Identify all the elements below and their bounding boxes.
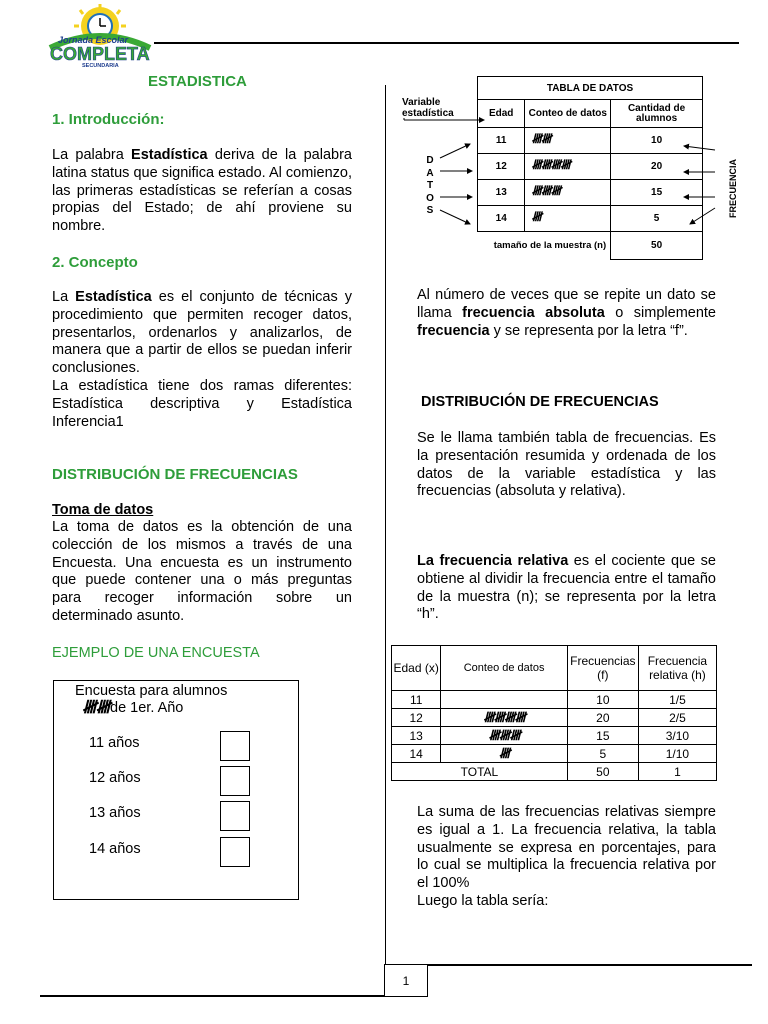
data-table-conteo: 𝍸 (525, 206, 611, 232)
freq-table-header-f: Frecuencias (f) (567, 646, 638, 691)
freq-text-a: Al número de veces que se repite un dato se llama (417, 287, 716, 321)
datos-vertical-label (424, 155, 436, 218)
rel-text-b: es el cociente que se obtiene al dividir la frecuencia entre el tamaño de la muestra (n); se representa por la letra “h”. (417, 553, 716, 623)
freq-table-f: 20 (567, 709, 638, 727)
concept-text-b: Estadística (75, 289, 152, 305)
freq-table-x: 11 (392, 691, 441, 709)
toma-heading: Toma de datos (52, 502, 154, 518)
survey-title: Encuesta para alumnos (75, 683, 228, 699)
freq-table-header-x: Edad (x) (392, 646, 441, 691)
example-heading: EJEMPLO DE UNA ENCUESTA (52, 645, 260, 661)
distribution-heading-left: DISTRIBUCIÓN DE FRECUENCIAS (52, 466, 298, 483)
logo-text-top: Jornada Escolar (58, 35, 129, 45)
datos-letter: D (426, 155, 434, 166)
freq-table-h: 2/5 (638, 709, 716, 727)
logo-text-sub: SECUNDARIA (82, 63, 119, 69)
frecuencia-vertical-label: FRECUENCIA (728, 158, 738, 218)
freq-table-h: 1/5 (638, 691, 716, 709)
distribution-heading-right: DISTRIBUCIÓN DE FRECUENCIAS (421, 394, 659, 410)
data-table-header-edad: Edad (478, 100, 525, 128)
data-table-conteo: 𝍸𝍸𝍸𝍸 (525, 154, 611, 180)
school-logo (44, 4, 156, 70)
data-table (477, 76, 703, 260)
freq-text-e: y se representa por la letra “f”. (489, 322, 688, 339)
sample-size-value: 50 (611, 232, 703, 260)
datos-letter: O (426, 192, 434, 204)
survey-subtitle: de 1er. Año (110, 700, 184, 716)
page-number: 1 (402, 974, 410, 988)
survey-checkbox-12[interactable] (220, 766, 250, 796)
variable-label: Variable estadística (402, 97, 454, 119)
freq-table-h: 3/10 (638, 727, 716, 745)
freq-text-b: frecuencia absoluta (462, 304, 605, 321)
distribution-paragraph: Se le llama también tabla de frecuencias. Es la presentación resumida y ordenada de los datos de la variable estadística y las frecuencias (absoluta y relativa). (417, 430, 716, 500)
intro-heading: 1. Introducción: (52, 111, 165, 128)
footer-rule-left (40, 995, 384, 997)
survey-option-11: 11 años (89, 735, 140, 751)
freq-text-c: o simplemente (604, 304, 717, 321)
datos-letter: S (426, 205, 434, 216)
data-table-cantidad: 15 (611, 180, 703, 206)
data-table-edad: 12 (478, 154, 525, 180)
page-title: ESTADISTICA (148, 73, 247, 90)
survey-checkbox-13[interactable] (220, 801, 250, 831)
freq-table-f: 10 (567, 691, 638, 709)
page-number-box (384, 964, 428, 997)
freq-table-x: 13 (392, 727, 441, 745)
datos-letter: T (426, 180, 434, 191)
data-table-cantidad: 5 (611, 206, 703, 232)
freq-table-conteo: 𝍸 (441, 745, 568, 763)
rel-text-a: La frecuencia relativa (417, 553, 569, 569)
freq-text-d: frecuencia (417, 322, 490, 339)
freq-table-total-f: 50 (567, 763, 638, 781)
freq-table-x: 12 (392, 709, 441, 727)
freq-table-header-h: Frecuencia relativa (h) (638, 646, 716, 691)
survey-option-14: 14 años (89, 841, 141, 857)
intro-text-c: deriva de la palabra latina status que significa estado. Al comienzo, las primeras estadísticas se referían a cosas propias del Estado; de ahí proviene su nombre. (52, 147, 352, 235)
frequency-table (391, 645, 717, 781)
freq-table-h: 1/10 (638, 745, 716, 763)
column-divider (385, 85, 386, 965)
intro-text-a: La palabra (52, 147, 132, 163)
survey-box (53, 680, 299, 900)
data-table-header-cantidad: Cantidad de alumnos (611, 100, 703, 128)
freq-table-f: 5 (567, 745, 638, 763)
concept-text-a: La (52, 289, 76, 305)
survey-tally-marks: 𝍸𝍸 (82, 697, 110, 718)
intro-text-b: Estadística (131, 147, 208, 163)
survey-checkbox-14[interactable] (220, 837, 250, 867)
freq-table-total-h: 1 (638, 763, 716, 781)
data-table-cantidad: 10 (611, 128, 703, 154)
data-table-edad: 14 (478, 206, 525, 232)
concept-paragraph (52, 289, 352, 378)
data-table-edad: 13 (478, 180, 525, 206)
survey-option-12: 12 años (89, 770, 141, 786)
freq-table-conteo (441, 691, 568, 709)
concept-heading: 2. Concepto (52, 254, 138, 271)
toma-paragraph: La toma de datos es la obtención de una colección de los mismos a través de una Encuesta. Una encuesta es un instrumento que puede contener una o más preguntas para recoger información sobre un determinado asunto. (52, 519, 352, 624)
data-table-edad: 11 (478, 128, 525, 154)
survey-option-13: 13 años (89, 805, 141, 821)
frequency-paragraph (417, 287, 716, 340)
freq-table-total-label: TOTAL (392, 763, 568, 781)
datos-letter: A (426, 167, 434, 179)
freq-table-conteo: 𝍸𝍸𝍸 (441, 727, 568, 745)
freq-table-x: 14 (392, 745, 441, 763)
data-table-title: TABLA DE DATOS (478, 77, 703, 100)
freq-table-f: 15 (567, 727, 638, 745)
sum-paragraph: La suma de las frecuencias relativas siempre es igual a 1. La frecuencia relativa, la tabla usualmente se expresa en porcentajes, para lo cual se multiplica la frecuencia relativa por el 100% (417, 804, 716, 892)
concept-paragraph-2: La estadística tiene dos ramas diferentes: Estadística descriptiva y Estadística Inferencia1 (52, 378, 352, 430)
data-table-conteo: 𝍸𝍸 (525, 128, 611, 154)
survey-checkbox-11[interactable] (220, 731, 250, 761)
sum-paragraph-2: Luego la tabla sería: (417, 893, 549, 909)
data-table-header-conteo: Conteo de datos (525, 100, 611, 128)
data-table-conteo: 𝍸𝍸𝍸 (525, 180, 611, 206)
freq-table-header-conteo: Conteo de datos (441, 646, 568, 691)
intro-paragraph (52, 147, 352, 236)
footer-rule-right (428, 964, 752, 966)
logo-text-main: COMPLETA (50, 44, 150, 64)
relative-frequency-paragraph (417, 553, 716, 624)
sample-size-label: tamaño de la muestra (n) (478, 232, 611, 260)
header-rule (154, 42, 739, 44)
data-table-cantidad: 20 (611, 154, 703, 180)
concept-text-c: es el conjunto de técnicas y procedimiento que permiten recoger datos, presentarlos, ordenarlos y analizarlos, de manera que a partir de ellos se puedan inferir conclusiones. (52, 289, 352, 377)
freq-table-conteo: 𝍸𝍸𝍸𝍸 (441, 709, 568, 727)
